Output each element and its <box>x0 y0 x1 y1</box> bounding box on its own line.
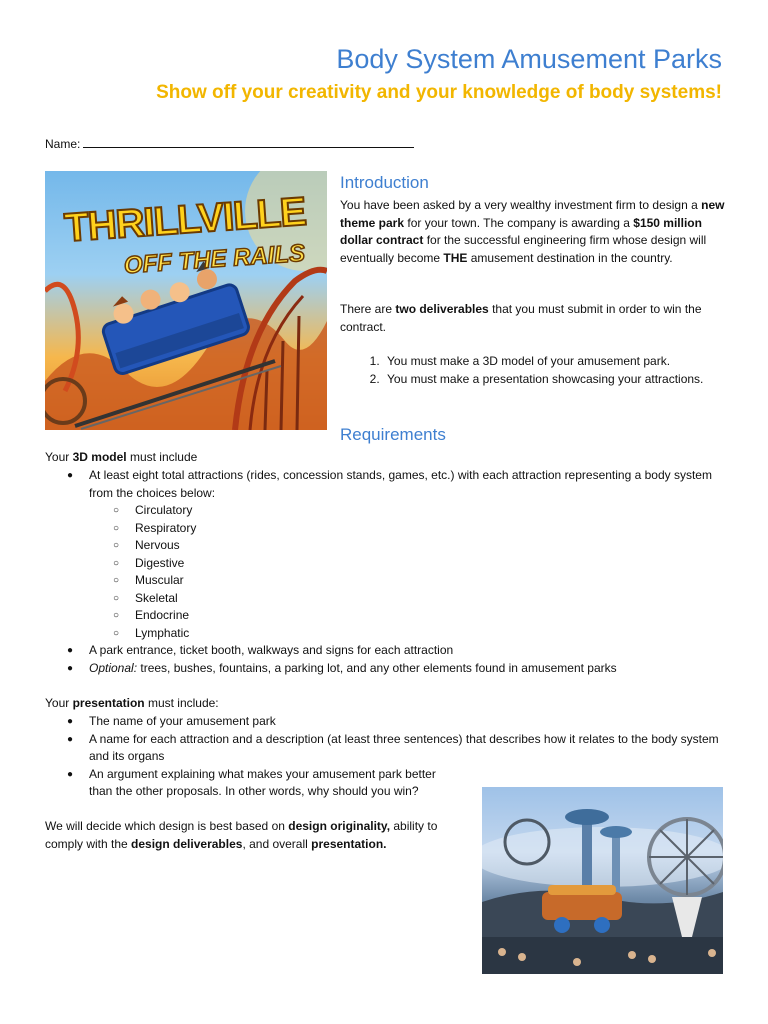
deliverable-item: 2. You must make a presentation showcasing your attractions. <box>383 371 763 389</box>
body-system-item: ○ Nervous <box>89 537 725 555</box>
intro-text: You have been asked by a very wealthy investment firm to design a <box>340 198 702 212</box>
requirements-heading: Requirements <box>340 425 446 444</box>
pres-intro-text: Your <box>45 696 73 710</box>
name-blank-line <box>83 137 414 148</box>
body-system-item: ○ Respiratory <box>89 520 725 538</box>
intro-text: for the successful engineering firm whose design will eventually become <box>340 233 707 265</box>
list-item: ● The name of your amusement park <box>45 713 725 731</box>
presentation-intro <box>45 696 219 710</box>
optional-label: Optional: <box>89 660 138 675</box>
list-item: ● An argument explaining what makes your amusement park better than the other proposals. In other words, why should you win? <box>45 766 461 801</box>
amusement-park-scene-image <box>482 787 723 974</box>
park-scene-illustration <box>482 787 723 974</box>
closing-text: , and overall <box>242 836 312 851</box>
intro-text: for your town. The company is awarding a <box>404 215 634 230</box>
model-intro-bold: 3D model <box>72 450 127 464</box>
deliverable-item: 1. You must make a 3D model of your amusement park. <box>383 353 763 371</box>
model-intro-text: must include <box>126 450 198 464</box>
pres-intro-text: must include: <box>144 696 219 710</box>
list-item: ● A name for each attraction and a description (at least three sentences) that describes how it relates to the body system and its organs <box>45 731 725 766</box>
list-item <box>45 660 725 678</box>
body-system-item: ○ Lymphatic <box>89 625 725 643</box>
model-requirements-list <box>45 467 725 677</box>
introduction-paragraph <box>340 197 725 267</box>
list-item <box>45 467 725 642</box>
model-intro <box>45 450 197 464</box>
deliverables-bold: two deliverables <box>395 302 489 316</box>
page-subtitle: Show off your creativity and your knowledge of body systems! <box>156 82 722 103</box>
page-title: Body System Amusement Parks <box>336 44 722 74</box>
deliverables-list <box>340 353 763 388</box>
cover-logo-subtitle: OFF THE RAILS <box>123 239 306 280</box>
list-item: ● A park entrance, ticket booth, walkways and signs for each attraction <box>45 642 725 660</box>
closing-paragraph <box>45 818 465 853</box>
intro-bold-contract: $150 million dollar contract <box>340 215 702 247</box>
closing-bold: design originality, <box>288 819 391 833</box>
body-system-item: ○ Skeletal <box>89 590 725 608</box>
body-system-item: ○ Endocrine <box>89 607 725 625</box>
deliverables-paragraph <box>340 301 725 336</box>
model-intro-text: Your <box>45 450 73 464</box>
intro-text: amusement destination in the country. <box>467 250 673 265</box>
pres-intro-bold: presentation <box>72 696 145 710</box>
closing-text: ability to comply with the <box>45 819 438 851</box>
intro-bold-new-theme-park: new theme park <box>340 198 725 230</box>
optional-text: trees, bushes, fountains, a parking lot, and any other elements found in amusement parks <box>137 660 617 675</box>
thrillville-illustration <box>45 171 327 430</box>
closing-bold: design deliverables <box>131 836 243 851</box>
body-systems-list <box>89 502 725 642</box>
deliverables-text: that you must submit in order to win the contract. <box>340 302 702 334</box>
closing-text: We will decide which design is best based on <box>45 819 289 833</box>
body-system-item: ○ Circulatory <box>89 502 725 520</box>
closing-bold: presentation. <box>311 836 387 851</box>
cover-logo-title: THRILLVILLE <box>63 189 308 251</box>
thrillville-cover-image <box>45 171 327 430</box>
body-system-item: ○ Muscular <box>89 572 725 590</box>
introduction-heading: Introduction <box>340 173 429 192</box>
name-label: Name: <box>45 137 81 151</box>
intro-bold-the: THE <box>443 250 468 265</box>
body-system-item: ○ Digestive <box>89 555 725 573</box>
name-field <box>45 137 414 151</box>
model-item-attractions: At least eight total attractions (rides, concession stands, games, etc.) with each attraction representing a body system from the choices below: <box>89 468 712 500</box>
deliverables-text: There are <box>340 302 396 316</box>
